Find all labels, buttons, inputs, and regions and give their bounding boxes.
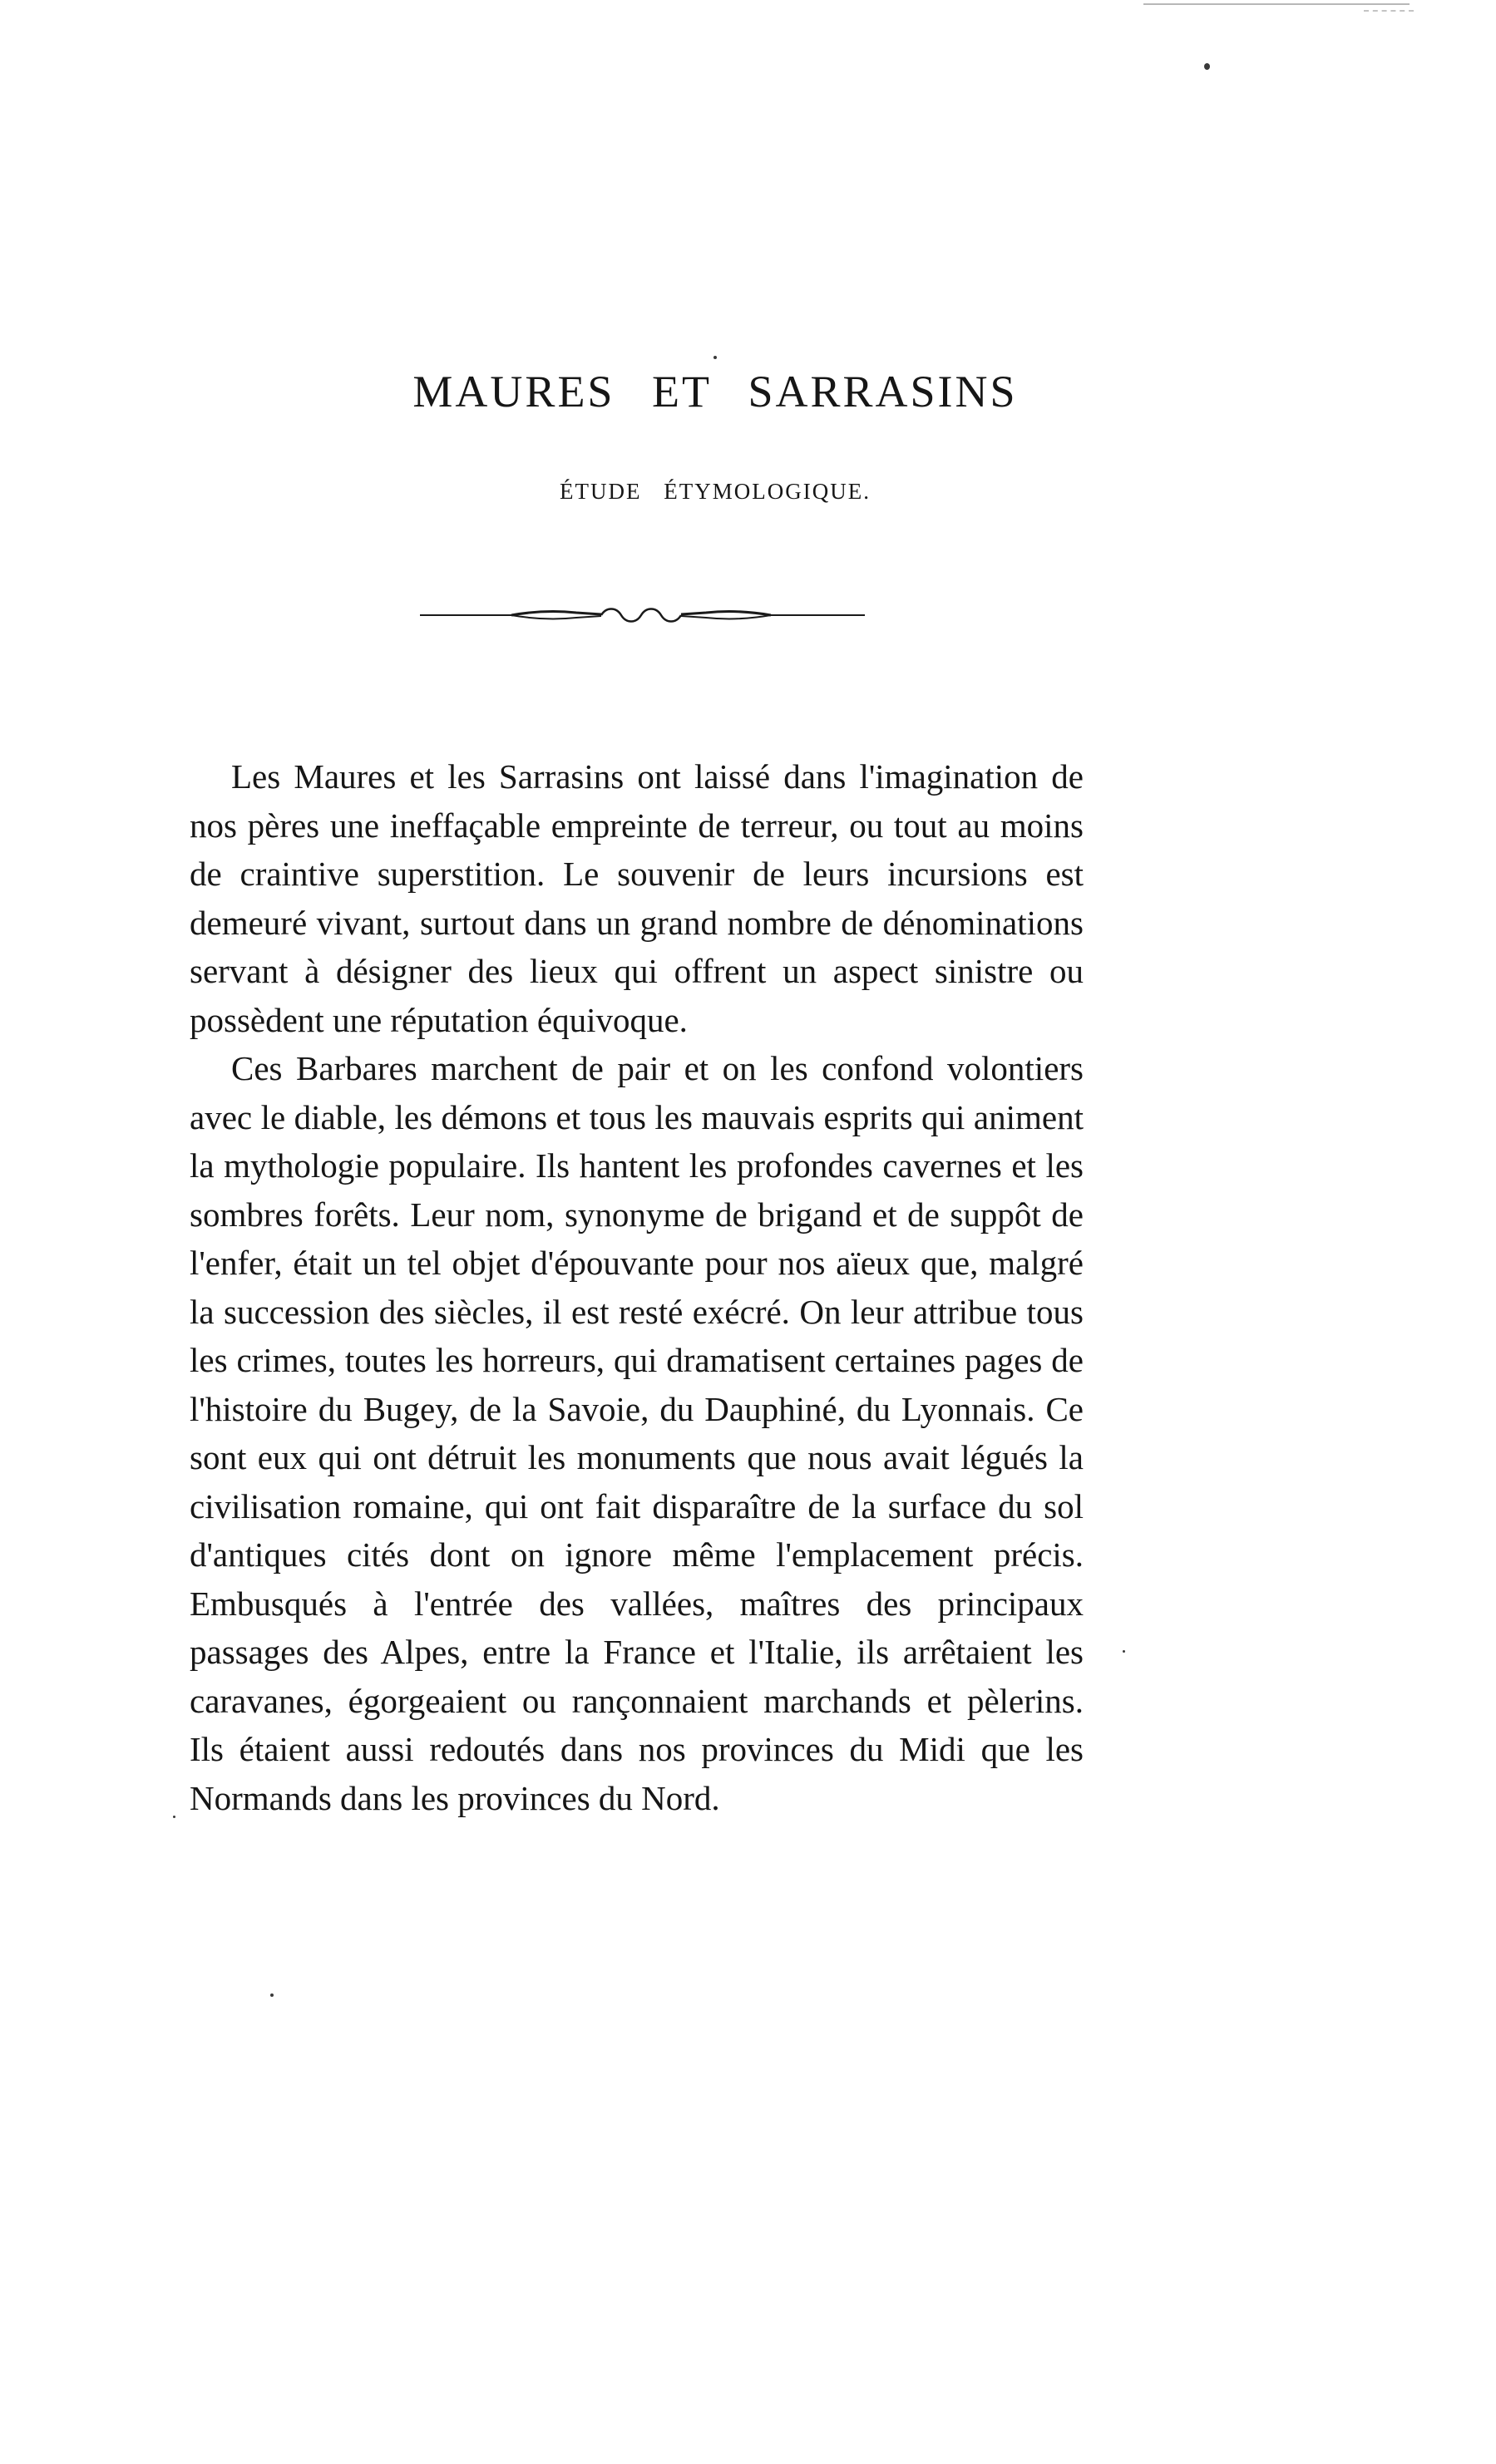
page-title: MAURES ET SARRASINS <box>412 367 1018 416</box>
paragraph: Ces Barbares marchent de pair et on les confond volontiers avec le diable, les démons et tous les mauvais esprits qui animent la mythologie populaire. Ils hantent les profondes cavernes et les sombres forêts. Leur nom, synonyme de brigand et de suppôt de l'enfer, était un tel objet d'épouvante pour nos aïeux que, malgré la succession des siècles, il est resté exécré. On leur attribue tous les crimes, toutes les horreurs, qui dramatisent certaines pages de l'histoire du Bugey, de la Savoie, du Dauphiné, du Lyonnais. Ce sont eux qui ont détruit les monuments que nous avait légués la civilisation romaine, qui ont fait disparaître de la surface du sol d'antiques cités dont on ignore même l'emplacement précis. Embusqués à l'entrée des vallées, maîtres des principaux passages des Alpes, entre la France et l'Italie, ils arrêtaient les caravanes, égorgeaient ou rançonnaient marchands et pèlerins. Ils étaient aussi redoutés dans nos provinces du Midi que les Normands dans les provinces du Nord. <box>190 1049 1084 1817</box>
ink-speck <box>1123 1650 1125 1653</box>
ink-speck <box>1204 63 1210 70</box>
ink-speck <box>270 1993 274 1997</box>
scan-edge-rule-short <box>1364 10 1414 12</box>
body-text <box>190 752 1084 1822</box>
paragraph: Les Maures et les Sarrasins ont laissé dans l'imagination de nos pères une ineffaçable empreinte de terreur, ou tout au moins de craintive superstition. Le souvenir de leurs incursions est demeuré vivant, surtout dans un grand nombre de dénominations servant à désigner des lieux qui offrent un aspect sinistre ou possèdent une réputation équivoque. <box>190 757 1084 1039</box>
ink-speck <box>173 1816 175 1818</box>
scan-edge-rule <box>1143 3 1410 5</box>
ink-speck <box>713 356 717 359</box>
page-subtitle: ÉTUDE ÉTYMOLOGIQUE. <box>560 479 871 504</box>
scroll-flourish-divider-icon <box>420 599 865 632</box>
